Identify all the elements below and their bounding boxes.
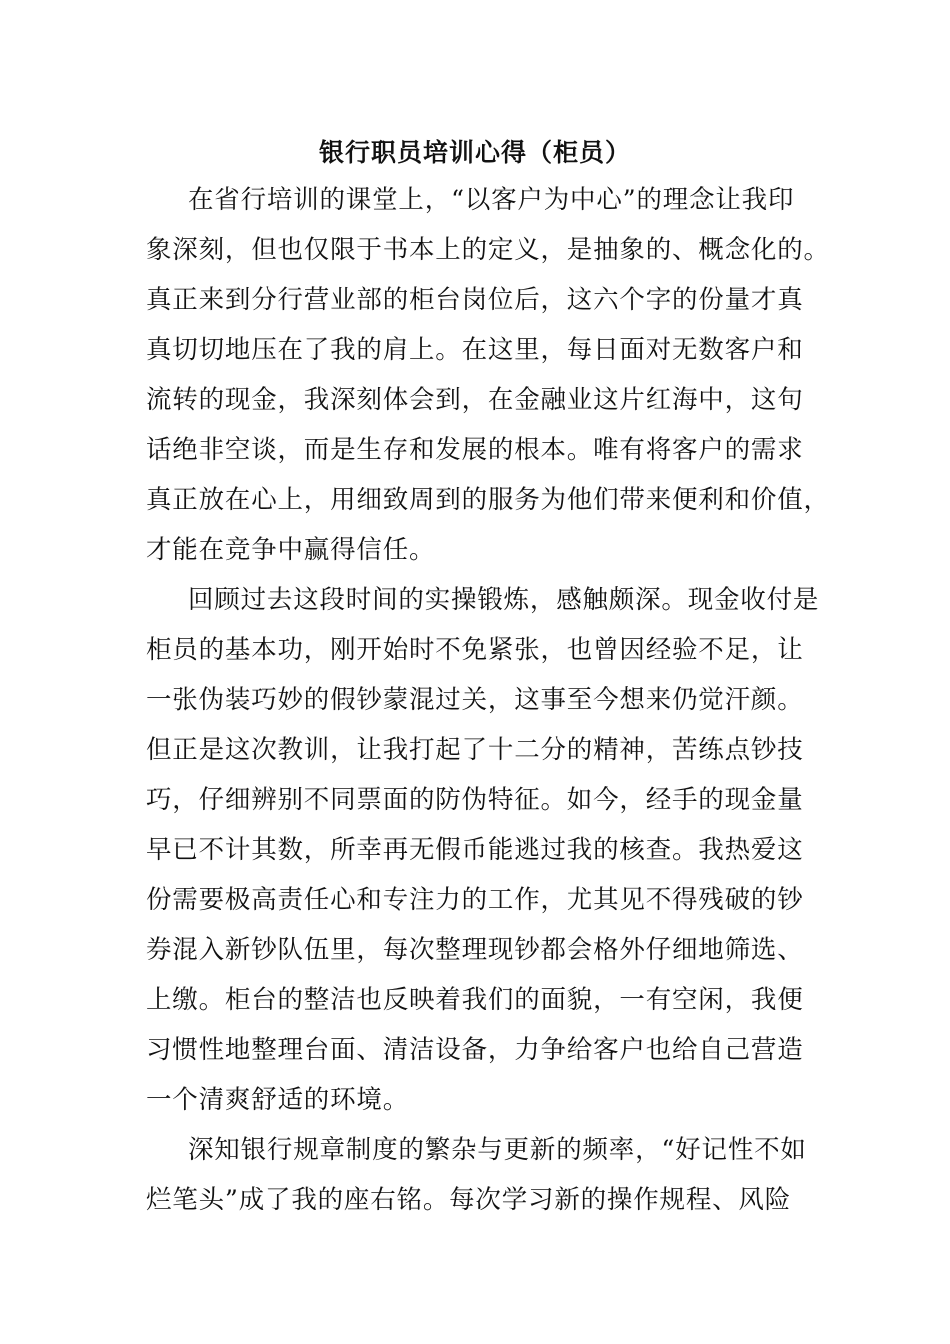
text-line: 习惯性地整理台面、清洁设备，力争给客户也给自己营造 [146, 1035, 804, 1065]
text-line: 在省行培训的课堂上，“以客户为中心”的理念让我印 [188, 185, 795, 215]
text-line: 真正来到分行营业部的柜台岗位后，这六个字的份量才真 [146, 285, 804, 315]
text-line: 烂笔头”成了我的座右铭。每次学习新的操作规程、风险 [146, 1185, 792, 1215]
text-line: 巧，仔细辨别不同票面的防伪特征。如今，经手的现金量 [146, 785, 804, 815]
text-line: 上缴。柜台的整洁也反映着我们的面貌，一有空闲，我便 [146, 985, 804, 1015]
text-line: 真切切地压在了我的肩上。在这里，每日面对无数客户和 [146, 335, 804, 365]
document-title: 银行职员培训心得（柜员） [318, 138, 631, 167]
text-line: 回顾过去这段时间的实操锻炼，感触颇深。现金收付是 [188, 585, 820, 615]
text-line: 但正是这次教训，让我打起了十二分的精神，苦练点钞技 [146, 735, 804, 765]
text-line: 象深刻，但也仅限于书本上的定义，是抽象的、概念化的。 [146, 235, 830, 265]
text-line: 一个清爽舒适的环境。 [146, 1085, 410, 1115]
text-line: 深知银行规章制度的繁杂与更新的频率，“好记性不如 [188, 1135, 807, 1165]
text-line: 流转的现金，我深刻体会到，在金融业这片红海中，这句 [146, 385, 804, 415]
text-line: 柜员的基本功，刚开始时不免紧张，也曾因经验不足，让 [146, 635, 804, 665]
text-line: 话绝非空谈，而是生存和发展的根本。唯有将客户的需求 [146, 435, 804, 465]
text-line: 一张伪装巧妙的假钞蒙混过关，这事至今想来仍觉汗颜。 [146, 685, 804, 715]
text-line: 份需要极高责任心和专注力的工作，尤其见不得残破的钞 [146, 885, 804, 915]
text-line: 真正放在心上，用细致周到的服务为他们带来便利和价值， [146, 485, 830, 515]
text-line: 早已不计其数，所幸再无假币能逃过我的核查。我热爱这 [146, 835, 804, 865]
text-line: 券混入新钞队伍里，每次整理现钞都会格外仔细地筛选、 [146, 935, 804, 965]
text-line: 才能在竞争中赢得信任。 [146, 535, 436, 565]
